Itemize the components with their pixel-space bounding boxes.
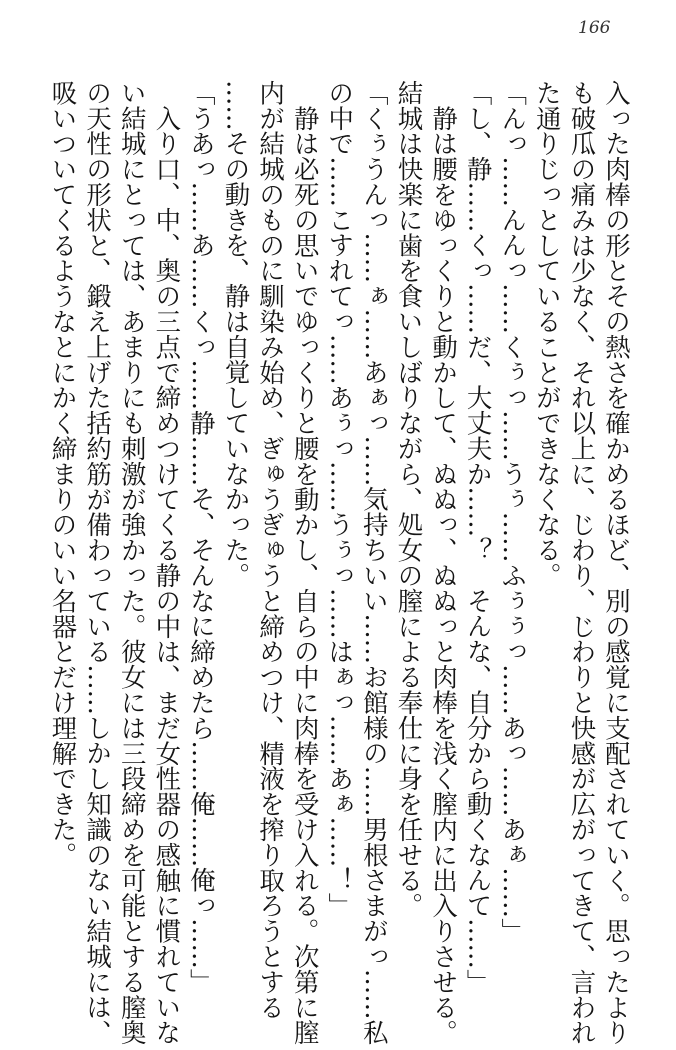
text-column: 入り口、中、奥の三点で締めつけてくる静の中は、まだ女性器の感触に慣れていな: [152, 80, 183, 1046]
page-number: 166: [578, 18, 611, 38]
text-column: の中で……こすれてっ……あぅっ……うぅっ……はぁっ……あぁ……！」: [325, 80, 356, 919]
text-column: 「し、静……くっ……だ、大丈夫か……？ そんな、自分から動くなんて……」: [463, 80, 494, 995]
text-column: 静は腰をゆっくりと動かして、ぬぬっ、ぬぬっと肉棒を浅く膣内に出入りさせる。: [429, 80, 460, 1046]
text-column: 「くぅうんっ……ぁ……あぁっ……気持ちいい……お館様の……男根さまがっ……私: [359, 80, 390, 1046]
text-column: 「んっ……んんっ……くぅっ……うぅ……ふぅぅっ……あっ……あぁ……」: [498, 80, 529, 944]
text-column: 入った肉棒の形とその熱さを確かめるほど、別の感覚に支配されていく。思ったより: [602, 80, 632, 1046]
text-column: 「うあっ……あ……くっ……静……そ、そんなに締めたら……俺……俺っ……」: [186, 80, 217, 995]
text-column: ……その動きを、静は自覚していなかった。: [221, 80, 252, 588]
text-column: 吸いついてくるようなとにかく締まりのいい名器とだけ理解できた。: [48, 80, 79, 868]
text-column: 静は必死の思いでゆっくりと腰を動かし、自らの中に肉棒を受け入れる。次第に膣: [290, 80, 321, 1046]
novel-text-body: [46, 80, 634, 1046]
text-column: も破瓜の痛みは少なく、それ以上に、じわり、じわりと快感が広がってきて、言われ: [567, 80, 598, 1046]
text-column: た通りじっとしていることができなくなる。: [532, 80, 563, 588]
text-column: 内が結城のものに馴染み始め、ぎゅうぎゅうと締めつけ、精液を搾り取ろうとする: [256, 80, 287, 1020]
text-column: 結城は快楽に歯を食いしばりながら、処女の膣による奉仕に身を任せる。: [394, 80, 425, 919]
text-column: の天性の形状と、鍛え上げた括約筋が備わっている……しかし知識のない結城には、: [83, 80, 114, 1046]
text-column: い結城にとっては、あまりにも刺激が強かった。彼女には三段締めを可能とする膣奥: [117, 80, 148, 1046]
